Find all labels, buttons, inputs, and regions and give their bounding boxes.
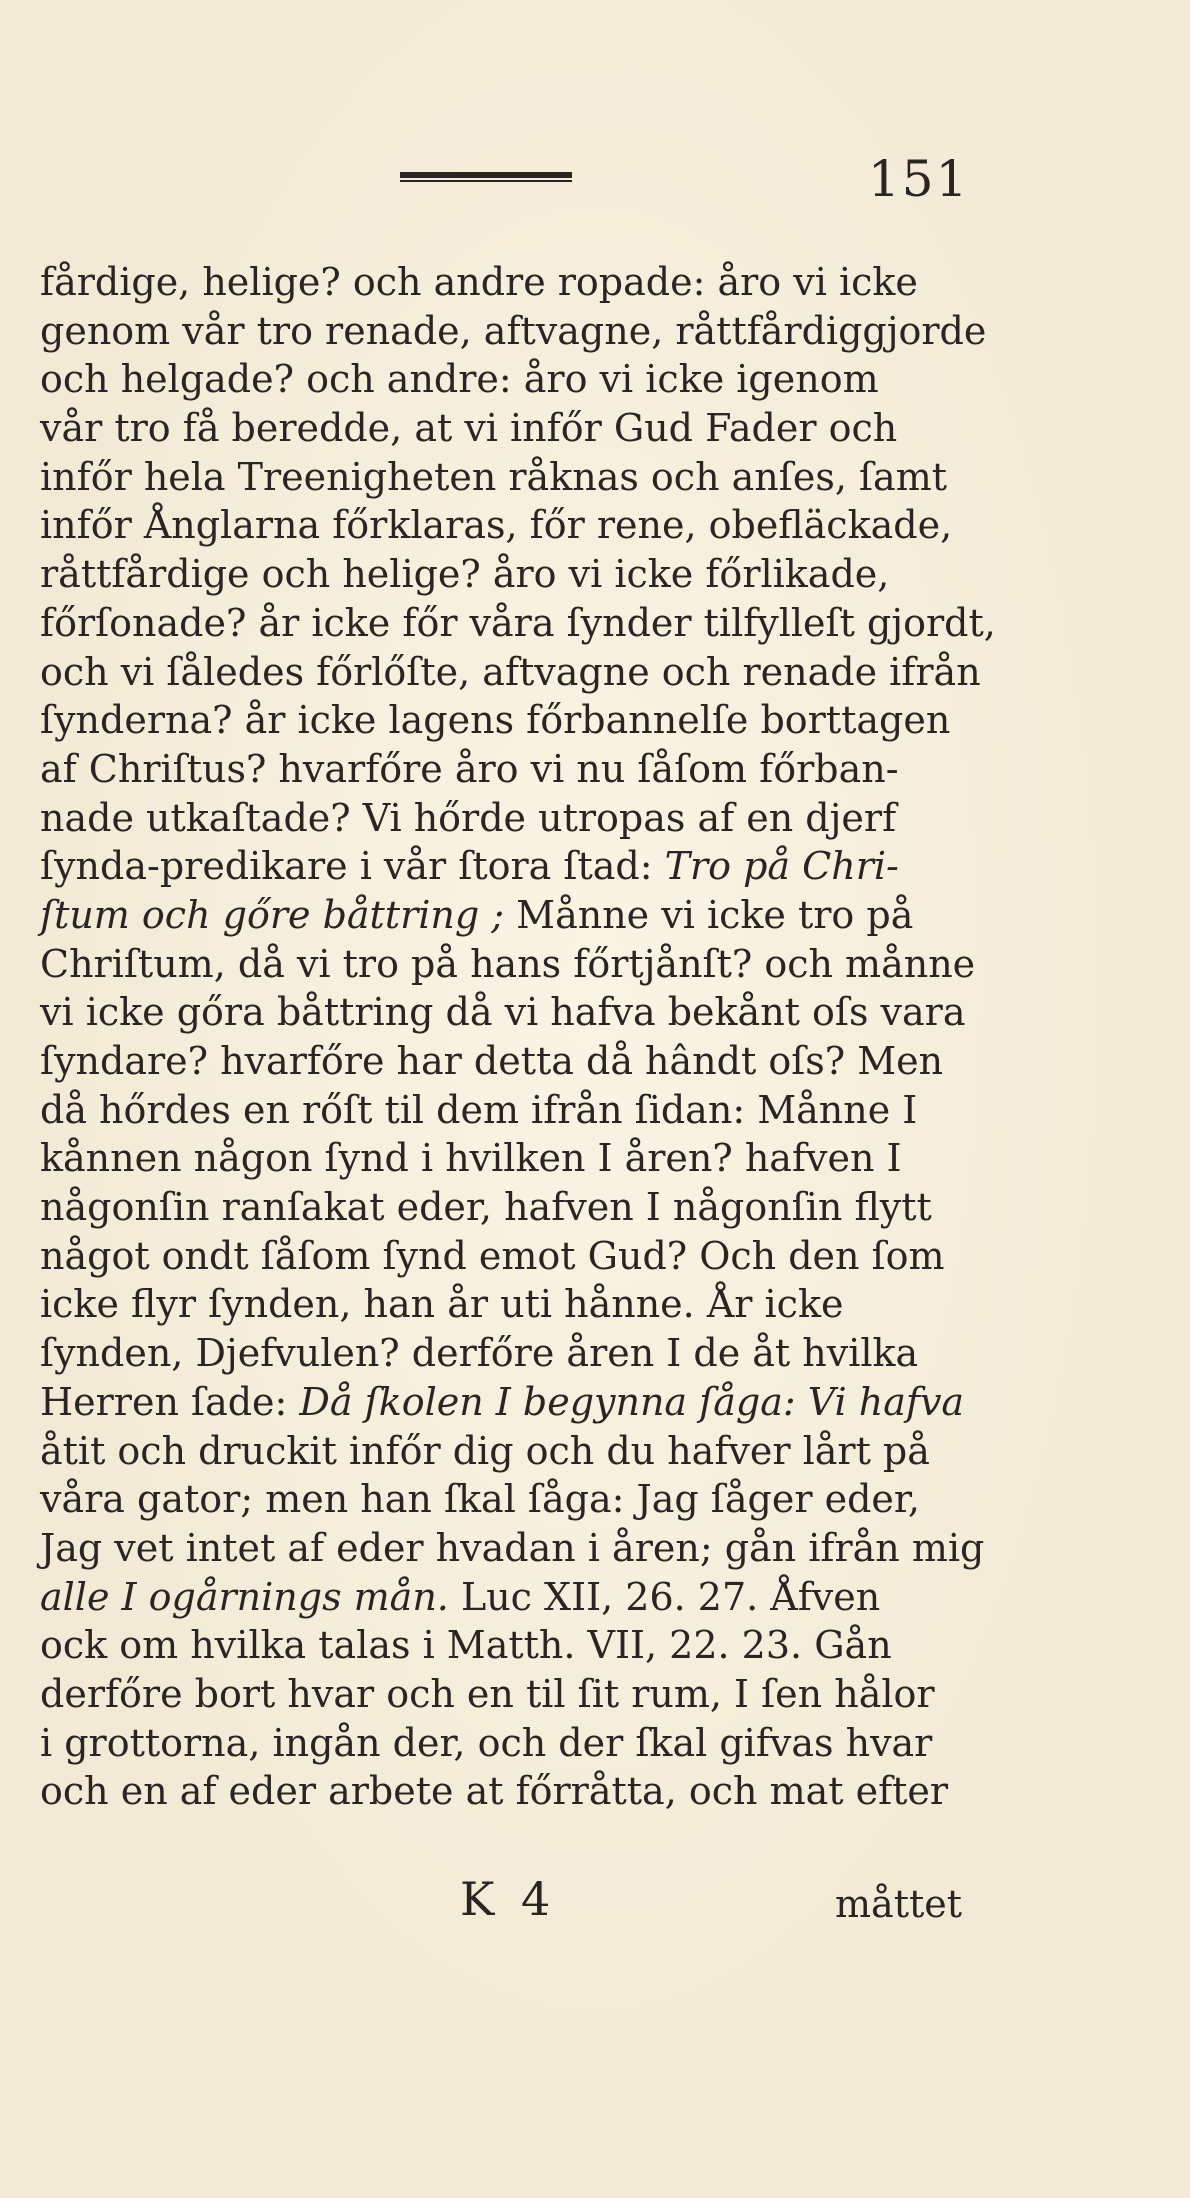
- text-line: icke flyr ſynden, han år uti hånne. År icke: [40, 1282, 844, 1327]
- text-line: nade utkaſtade? Vi hőrde utropas af en djerf: [40, 795, 897, 840]
- text-segment: ſynda-predikare i vår ſtora ſtad:: [40, 844, 653, 889]
- text-line: fårdige, helige? och andre ropade: åro vi icke: [40, 260, 918, 304]
- text-line: och en af eder arbete at főrråtta, och mat efter: [40, 1769, 949, 1814]
- text-line: något ondt ſåſom ſynd emot Gud? Och den ſom: [40, 1233, 945, 1278]
- italic-quote: Tro på Chri-: [664, 844, 899, 889]
- text-line: och vi ſåledes főrlőſte, aftvagne och renade ifrån: [40, 649, 981, 694]
- italic-line: våra gator; men han ſkal ſåga: Jag ſåger eder,: [40, 1477, 920, 1522]
- text-line: ock om hvilka talas i Matth. VII, 22. 23. Gån: [40, 1623, 892, 1668]
- italic-quote: alle I ogårnings mån.: [40, 1574, 449, 1619]
- text-line: någonſin ranſakat eder, hafven I någonſin flytt: [40, 1185, 932, 1230]
- text-line: ſynderna? år icke lagens főrbannelſe borttagen: [40, 698, 951, 743]
- text-line: ſyndare? hvarfőre har detta då hândt oſs? Men: [40, 1039, 944, 1083]
- text-line: kånnen någon ſynd i hvilken I åren? hafven I: [40, 1136, 902, 1181]
- text-line: Chriſtum, då vi tro på hans főrtjånſt? och månne: [40, 941, 976, 986]
- text-line: vi icke gőra båttring då vi hafva bekånt oſs vara: [40, 990, 966, 1035]
- text-line: då hőrdes en rőſt til dem ifrån ſidan: Månne I: [40, 1087, 918, 1132]
- text-line: derfőre bort hvar och en til ſit rum, I ſen hålor: [40, 1671, 935, 1716]
- text-segment: Månne vi icke tro på: [504, 892, 914, 937]
- text-line: [40, 1378, 980, 1427]
- text-line: főrſonade? år icke főr våra ſynder tilfylleſt gjordt,: [40, 600, 996, 645]
- italic-line: åtit och druckit infőr dig och du hafver lårt på: [40, 1428, 930, 1473]
- text-segment: Luc XII, 26. 27. Åfven: [448, 1574, 881, 1619]
- catchword: måttet: [835, 1882, 962, 1926]
- header-rule: [400, 172, 572, 182]
- text-segment: Herren ſade:: [40, 1379, 288, 1424]
- text-line: i grottorna, ingån der, och der ſkal gifvas hvar: [40, 1720, 933, 1765]
- italic-line: Jag vet intet af eder hvadan i åren; gån ifrån mig: [40, 1525, 985, 1570]
- text-line: af Chriſtus? hvarfőre åro vi nu ſåſom főrban-: [40, 746, 899, 791]
- text-line: [40, 891, 980, 940]
- italic-quote: Då ſkolen I begynna ſåga: Vi hafva: [287, 1379, 965, 1424]
- text-line: och helgade? och andre: åro vi icke igenom: [40, 357, 879, 402]
- italic-quote: ſtum och gőre båttring ;: [40, 892, 505, 937]
- text-line: genom vår tro renade, aftvagne, råttfårdiggjorde: [40, 308, 987, 353]
- text-line: råttfårdige och helige? åro vi icke főrlikade,: [40, 552, 890, 597]
- text-line: [40, 842, 980, 891]
- text-line: ſynden, Djefvulen? derfőre åren I de åt hvilka: [40, 1331, 919, 1376]
- text-line: infőr Ånglarna főrklaras, főr rene, obefläckade,: [40, 503, 953, 548]
- text-line: vår tro få beredde, at vi infőr Gud Fader och: [40, 406, 898, 451]
- signature-mark: K 4: [460, 1872, 557, 1926]
- body-text: [40, 258, 996, 1816]
- text-line: [40, 1573, 980, 1622]
- page-number: 151: [868, 150, 970, 208]
- text-line: infőr hela Treenigheten råknas och anſes, ſamt: [40, 454, 948, 499]
